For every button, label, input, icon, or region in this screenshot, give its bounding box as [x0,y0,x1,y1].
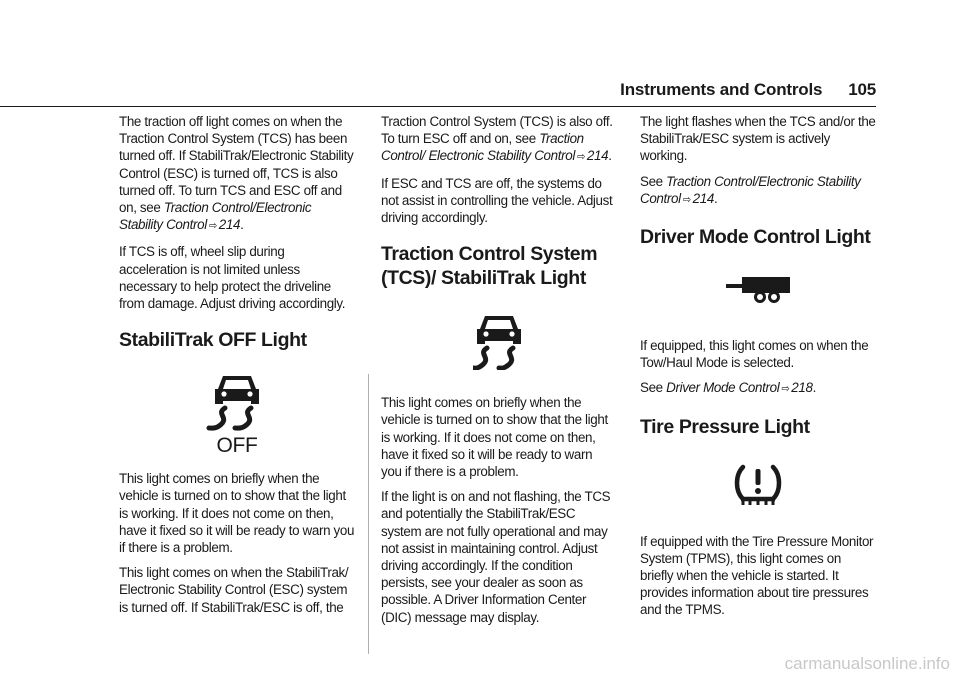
paragraph: See Driver Mode Control ⇨ 218. [640,379,876,398]
paragraph: See Traction Control/Electronic Stability Control ⇨ 214. [640,173,876,209]
paragraph: If the light is on and not flashing, the TCS and potentially the StabiliTrak/ESC system are not fully operational and may not assist in maintaining control. Adjust driving accordingly. If the condition persists, see your dealer as soon as possible. A Driver Information Center (DIC) message may display. [381,489,611,625]
page-number: 105 [848,80,876,99]
page-arrow-icon: ⇨ [208,220,217,233]
paragraph: This light comes on when the StabiliTrak/ Electronic Stability Control (ESC) system is turned off. If StabiliTrak/ESC is off, the [119,565,349,615]
paragraph: If TCS is off, wheel slip during acceleration is not limited unless necessary to help protect the driveline from damage. Adjust driving accordingly. [119,244,346,312]
page-header [620,80,876,100]
page-reference[interactable]: 214 [586,148,609,164]
cross-reference-link[interactable]: Driver Mode Control [666,380,780,396]
tire-pressure-icon [640,461,876,507]
watermark: carmanualsonline.info [784,654,950,673]
heading-stabilitrak-off: StabiliTrak OFF Light [119,329,307,352]
paragraph: The light flashes when the TCS and/or the StabiliTrak/ESC system is actively working. [640,114,876,164]
paragraph: This light comes on briefly when the vehicle is turned on to show that the light is working. If it does not come on then, have it fixed so it will be ready to warn you if there is a problem. [119,471,355,556]
page-reference[interactable]: 214 [218,217,241,233]
heading-driver-mode: Driver Mode Control Light [640,226,871,249]
header-rule [0,106,876,107]
paragraph: If ESC and TCS are off, the systems do not assist in controlling the vehicle. Adjust driving accordingly. [381,175,613,226]
page-arrow-icon: ⇨ [576,151,585,164]
svg-text:OFF: OFF [216,434,258,457]
paragraph: The traction off light comes on when the Traction Control System (TCS) has been turned off. If StabiliTrak/Electronic Stability Control (ESC) is turned off, TCS is also turned off. To turn TCS and ESC off and on, see Traction Control/Electronic Stability Control ⇨ 214. [119,113,355,235]
paragraph: If equipped with the Tire Pressure Monitor System (TPMS), this light comes on briefly when the vehicle is started. It provides information about tire pressures and the TPMS. [640,533,874,618]
cross-reference-link[interactable]: Traction Control/Electronic Stability Control [119,200,312,233]
page-arrow-icon: ⇨ [682,193,691,206]
tow-haul-trailer-icon [640,275,876,307]
paragraph: This light comes on briefly when the vehicle is turned on to show that the light is working. If it does not come on then, have it fixed so it will be ready to warn you if there is a problem. [381,395,608,480]
column-divider [368,374,369,654]
cross-reference-link[interactable]: Traction Control/Electronic Stability Control [640,173,861,206]
page-reference[interactable]: 214 [692,190,714,206]
heading-tire-pressure: Tire Pressure Light [640,415,810,438]
traction-control-icon [381,312,616,370]
column-1 [119,113,355,624]
column-3 [640,113,876,627]
cross-reference-link[interactable]: Traction Control/ Electronic Stability Control [381,131,584,164]
page-arrow-icon: ⇨ [781,383,790,396]
paragraph: If equipped, this light comes on when the Tow/Haul Mode is selected. [640,338,869,371]
page-reference[interactable]: 218 [791,380,813,396]
heading-tcs-stabilitrak: Traction Control System (TCS)/ StabiliTrak Light [381,243,598,290]
stabilitrak-off-icon [119,372,355,456]
column-2 [381,113,616,634]
paragraph: Traction Control System (TCS) is also off. To turn ESC off and on, see Traction Control/ Electronic Stability Control ⇨ 214. [381,113,616,167]
section-title: Instruments and Controls [620,80,823,99]
